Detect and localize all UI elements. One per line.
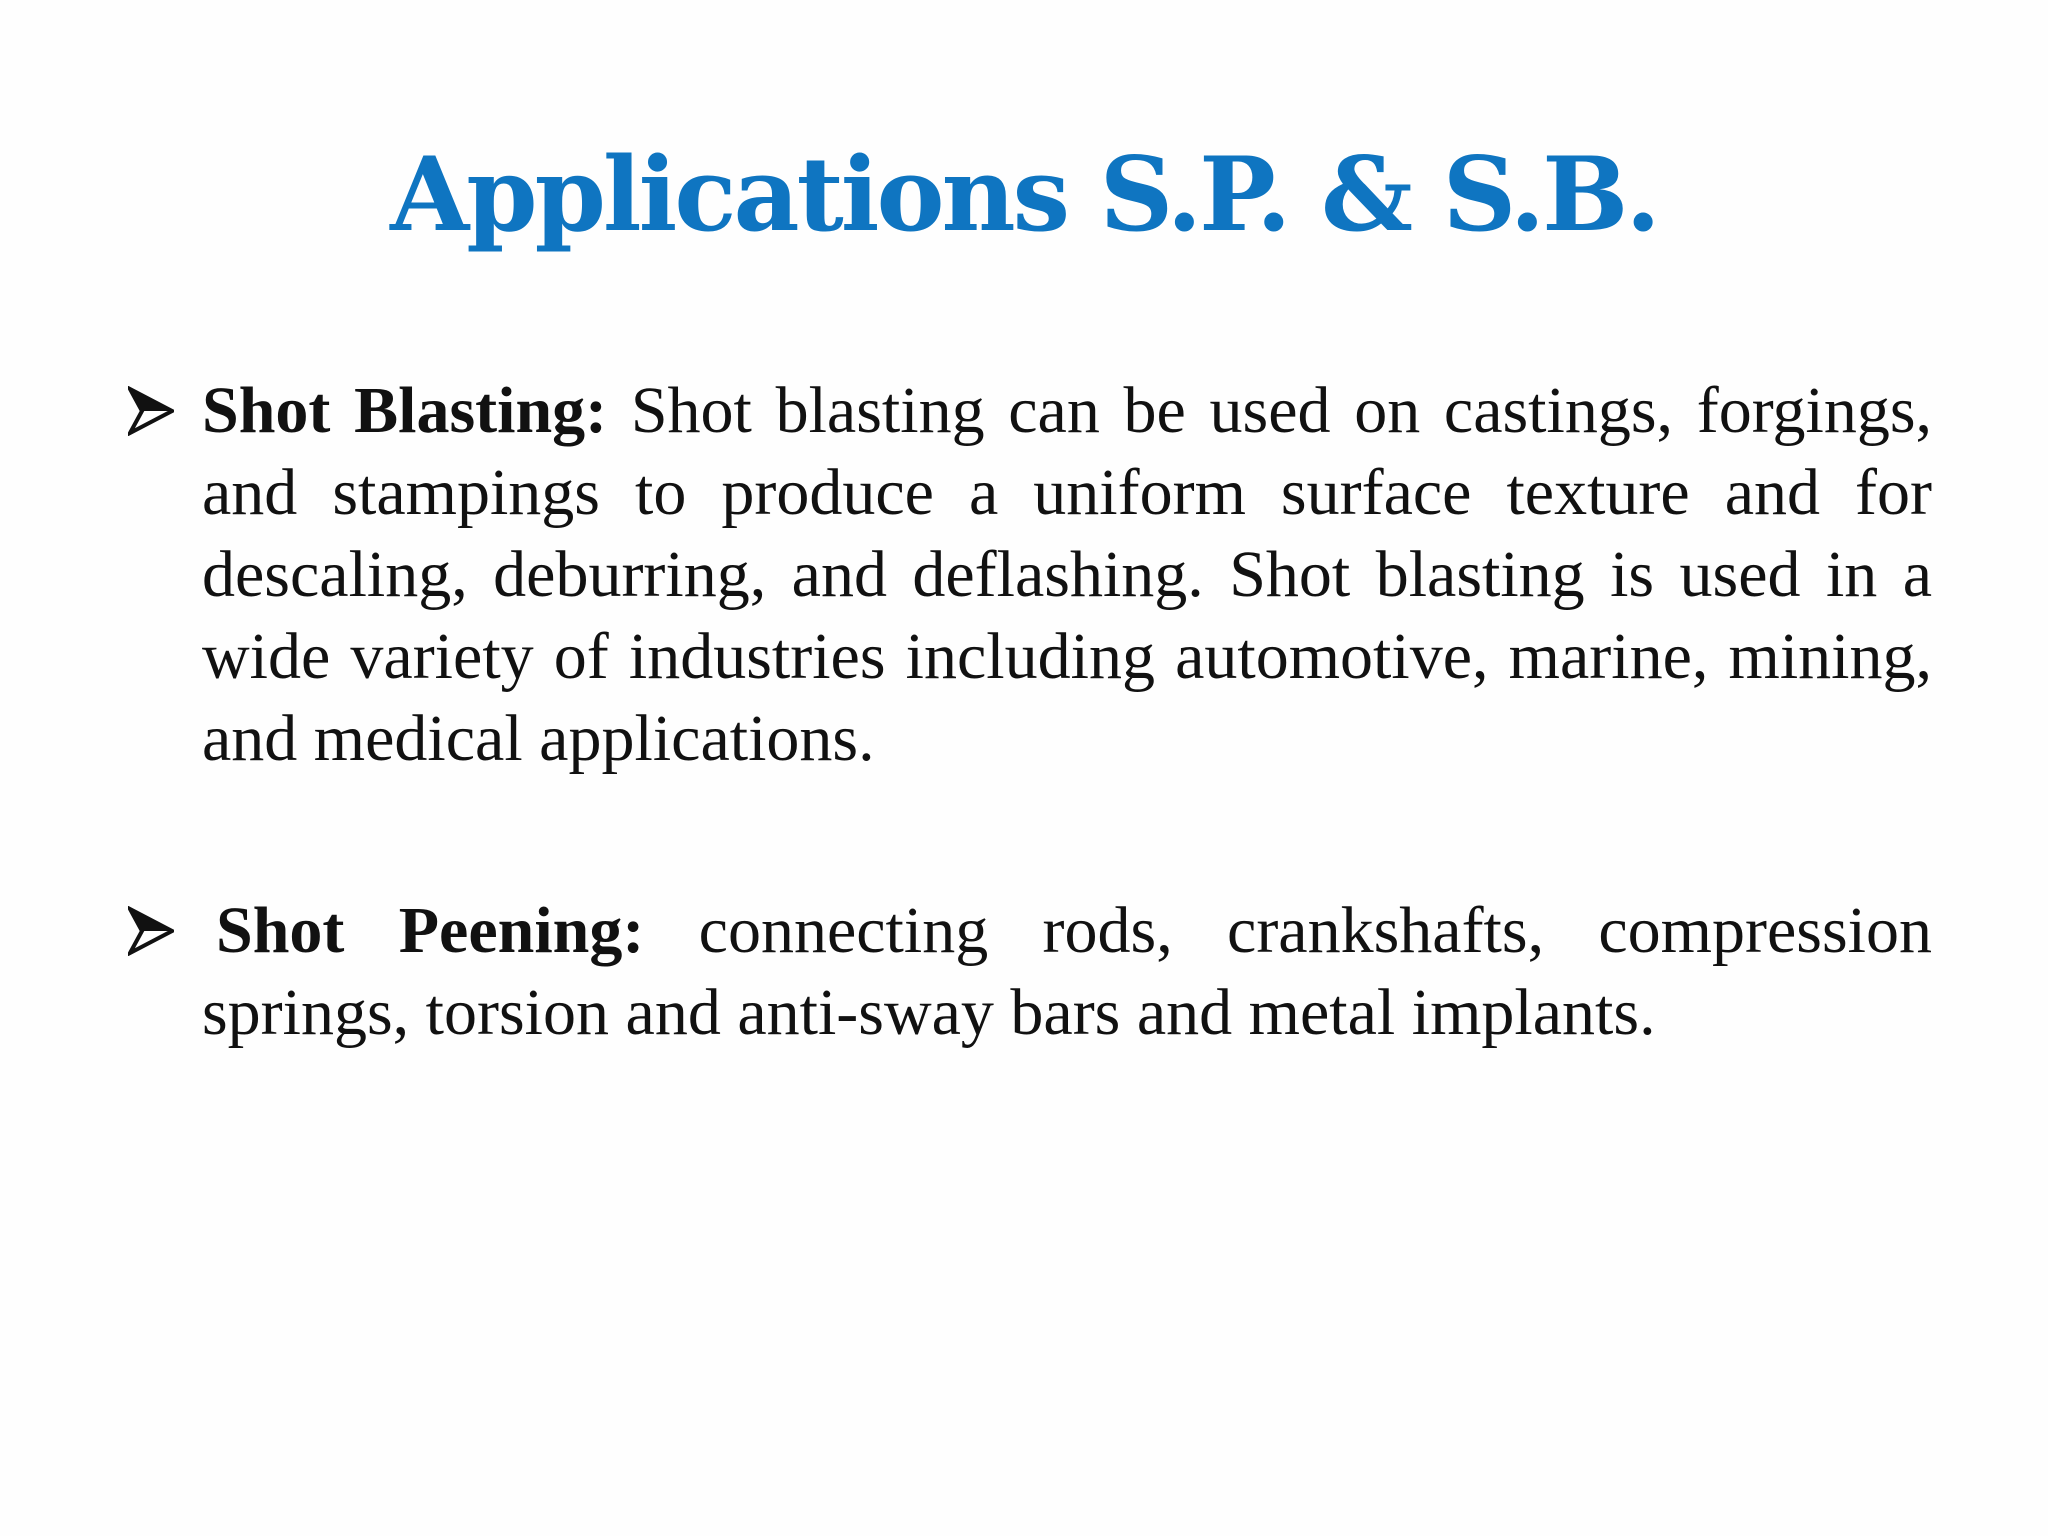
bullet-text: Shot blasting can be used on castings, forgings, and stampings to produce a uniform surface texture and for descaling, deburring, and deflashing. Shot blasting is used in a wide variety of industries including automotive, marine, mining, and medical applications.: [202, 374, 1933, 775]
bullet-list: [128, 370, 1932, 1054]
bullet-heading: Shot Blasting:: [202, 374, 608, 447]
bullet-heading: Shot Peening:: [216, 894, 645, 967]
bullet-item-shot-peening: [128, 890, 1932, 1054]
bullet-text: connecting rods, crankshafts, compression springs, torsion and anti-sway bars and metal implants.: [202, 894, 1933, 1049]
slide-title: Applications S.P. & S.B.: [390, 135, 1658, 255]
bullet-item-shot-blasting: [128, 370, 1932, 780]
arrowhead-bullet-icon: [128, 386, 174, 436]
arrowhead-bullet-icon: [128, 906, 174, 956]
